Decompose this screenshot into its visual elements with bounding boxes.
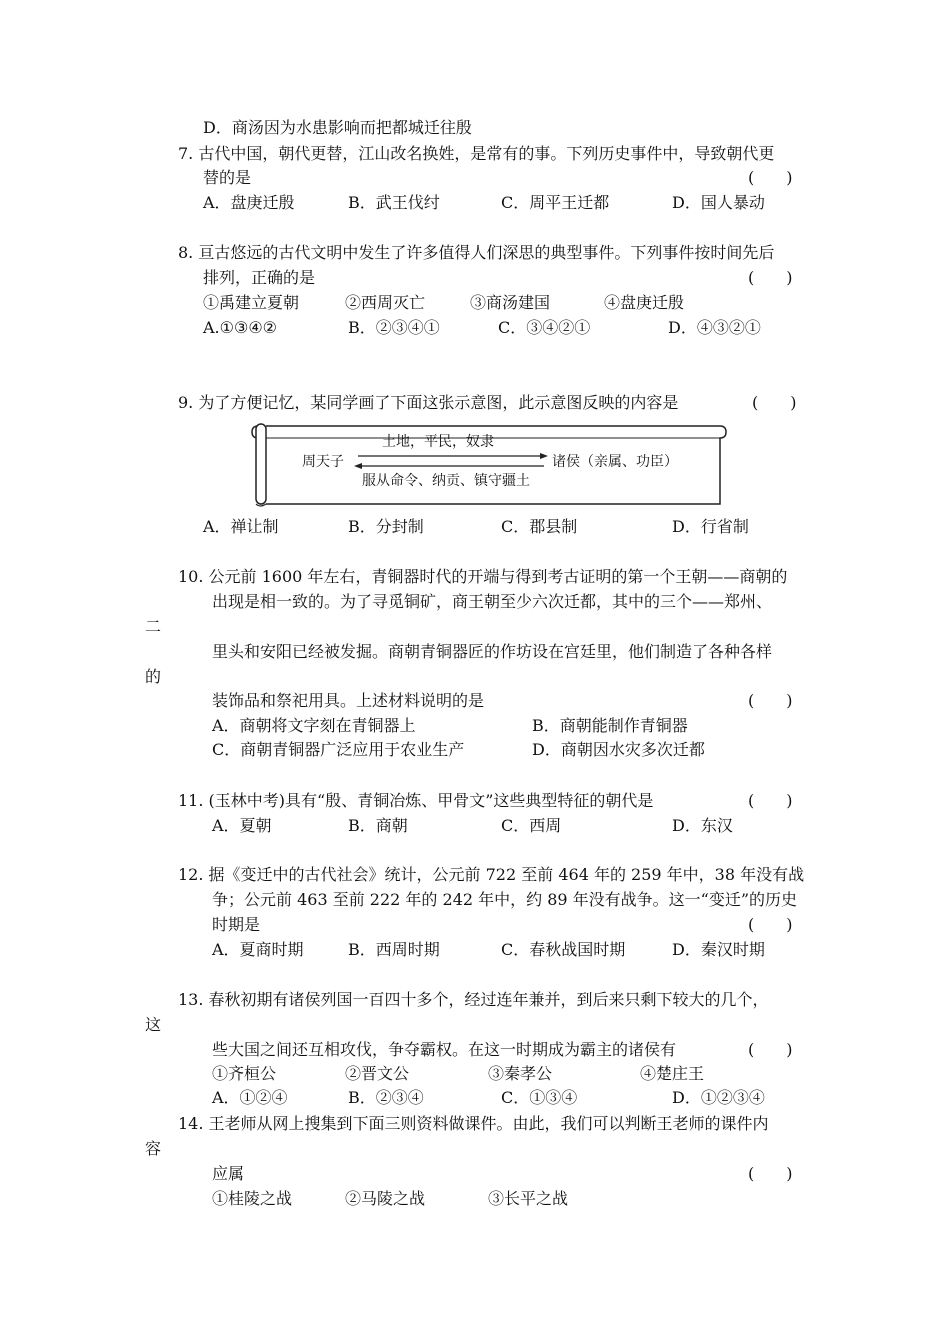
q13-wrapped-char: 这: [145, 1015, 162, 1034]
q11-option-a: A．夏朝: [212, 816, 272, 835]
q11-option-c: C．西周: [501, 816, 562, 835]
q7-stem-line2: 替的是: [203, 168, 252, 187]
q9-stem-line1: 9. 为了方便记忆，某同学画了下面这张示意图，此示意图反映的内容是: [178, 393, 679, 412]
q12-stem-line2: 争；公元前 463 至前 222 年的 242 年中，约 89 年没有战争。这一“变迁”的历史: [212, 890, 798, 909]
q14-stem-line1: 14. 王老师从网上搜集到下面三则资料做课件。由此，我们可以判断王老师的课件内: [178, 1114, 769, 1133]
q12-answer-paren: ( ): [748, 915, 793, 934]
q14-item-1: ①桂陵之战: [212, 1189, 293, 1208]
q8-item-2: ②西周灭亡: [345, 293, 426, 312]
q13-answer-paren: ( ): [748, 1040, 793, 1059]
q14-item-2: ②马陵之战: [345, 1189, 426, 1208]
q8-item-3: ③商汤建国: [470, 293, 551, 312]
q10-stem-line1: 10. 公元前 1600 年左右，青铜器时代的开端与得到考古证明的第一个王朝——商朝的: [178, 567, 788, 586]
feudal-system-diagram: [250, 420, 730, 508]
q8-option-b: B．②③④①: [348, 318, 440, 337]
q8-item-4: ④盘庚迁殷: [604, 293, 685, 312]
q10-stem-line3: 里头和安阳已经被发掘。商朝青铜器匠的作坊设在宫廷里，他们制造了各种各样: [212, 642, 773, 661]
q8-option-c: C．③④②①: [498, 318, 591, 337]
q7-stem-line1: 7. 古代中国，朝代更替，江山改名换姓，是常有的事。下列历史事件中，导致朝代更: [178, 144, 775, 163]
q8-answer-paren: ( ): [748, 268, 793, 287]
q10-option-a: A．商朝将文字刻在青铜器上: [212, 716, 416, 735]
q10-stem-line2: 出现是相一致的。为了寻觅铜矿，商王朝至少六次迁都，其中的三个——郑州、: [212, 592, 773, 611]
q13-item-4: ④楚庄王: [640, 1064, 705, 1083]
q12-stem-line1: 12. 据《变迁中的古代社会》统计，公元前 722 至前 464 年的 259 年中，38 年没有战: [178, 865, 805, 884]
q11-answer-paren: ( ): [748, 791, 793, 810]
q8-option-d: D．④③②①: [668, 318, 761, 337]
q13-item-3: ③秦孝公: [488, 1064, 553, 1083]
q10-wrapped-char-2: 的: [145, 667, 162, 686]
q12-option-a: A．夏商时期: [212, 940, 304, 959]
diagram-bottom-label: 服从命令、纳贡、镇守疆土: [362, 473, 530, 489]
q13-item-2: ②晋文公: [345, 1064, 410, 1083]
q9-option-a: A．禅让制: [203, 517, 279, 536]
q10-wrapped-char-1: 二: [145, 617, 162, 636]
q10-stem-line4: 装饰品和祭祀用具。上述材料说明的是: [212, 691, 485, 710]
q13-option-a: A．①②④: [212, 1088, 288, 1107]
q11-stem-line1: 11. (玉林中考)具有“殷、青铜冶炼、甲骨文”这些典型特征的朝代是: [178, 791, 654, 810]
q10-option-c: C．商朝青铜器广泛应用于农业生产: [212, 740, 465, 759]
q7-option-b: B．武王伐纣: [348, 193, 440, 212]
q14-item-3: ③长平之战: [488, 1189, 569, 1208]
q11-option-b: B．商朝: [348, 816, 408, 835]
q10-option-d: D．商朝因水灾多次迁都: [532, 740, 705, 759]
q8-option-a: A.①③④②: [203, 318, 278, 337]
q12-option-c: C．春秋战国时期: [501, 940, 626, 959]
q12-stem-line3: 时期是: [212, 915, 261, 934]
q7-option-d: D．国人暴动: [672, 193, 765, 212]
q9-answer-paren: ( ): [752, 393, 797, 412]
q10-answer-paren: ( ): [748, 691, 793, 710]
q9-option-b: B．分封制: [348, 517, 424, 536]
q13-option-b: B．②③④: [348, 1088, 424, 1107]
q11-option-d: D．东汉: [672, 816, 733, 835]
q13-stem-line1: 13. 春秋初期有诸侯列国一百四十多个，经过连年兼并，到后来只剩下较大的几个，: [178, 990, 769, 1009]
q13-item-1: ①齐桓公: [212, 1064, 277, 1083]
diagram-top-label: 土地，平民，奴隶: [382, 434, 494, 450]
q8-item-1: ①禹建立夏朝: [203, 293, 300, 312]
q7-option-a: A．盘庚迁殷: [203, 193, 295, 212]
diagram-left-label: 周天子: [302, 454, 344, 470]
diagram-right-label: 诸侯（亲属、功臣）: [552, 454, 678, 470]
q12-option-d: D．秦汉时期: [672, 940, 765, 959]
q7-answer-paren: ( ): [748, 168, 793, 187]
q9-option-c: C．郡县制: [501, 517, 578, 536]
q13-option-d: D．①②③④: [672, 1088, 765, 1107]
q9-option-d: D．行省制: [672, 517, 749, 536]
q10-option-b: B．商朝能制作青铜器: [532, 716, 688, 735]
q13-stem-line2: 些大国之间还互相攻伐，争夺霸权。在这一时期成为霸主的诸侯有: [212, 1040, 677, 1059]
q14-stem-line2: 应属: [212, 1164, 245, 1183]
q6-option-d: D．商汤因为水患影响而把都城迁往殷: [203, 118, 472, 137]
q14-wrapped-char: 容: [145, 1139, 162, 1158]
q13-option-c: C．①③④: [501, 1088, 578, 1107]
q7-option-c: C．周平王迁都: [501, 193, 610, 212]
q8-stem-line1: 8. 亘古悠远的古代文明中发生了许多值得人们深思的典型事件。下列事件按时间先后: [178, 243, 775, 262]
q8-stem-line2: 排列，正确的是: [203, 268, 316, 287]
q12-option-b: B．西周时期: [348, 940, 440, 959]
q14-answer-paren: ( ): [748, 1164, 793, 1183]
